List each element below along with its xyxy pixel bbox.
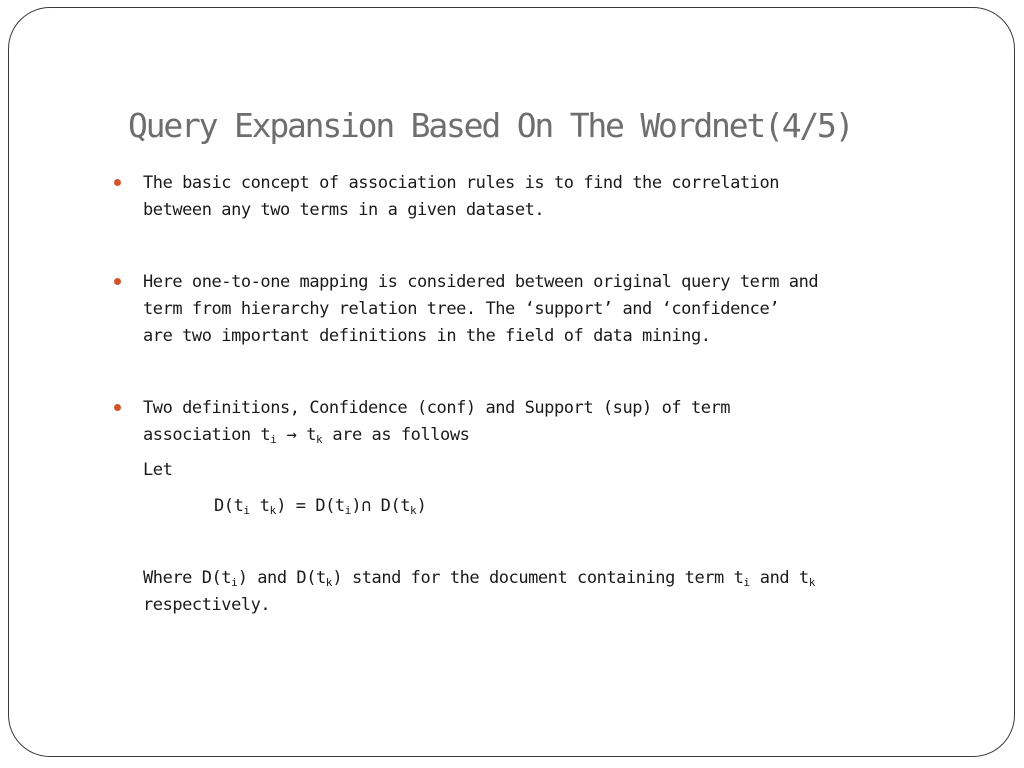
- bullet-line: are two important definitions in the field of data mining.: [143, 326, 711, 346]
- where-line: Where $D(t_i)$ and $D(t_k)$ stand for the document containing term $t_i$ and $t_k$: [143, 568, 816, 589]
- bullet-line-association: association $t_i \to t_k$ are as follows: [143, 425, 470, 446]
- bullet-text: [143, 170, 943, 224]
- where-line-continuation: respectively.: [143, 595, 271, 615]
- bullet-line: Two definitions, Confidence (conf) and Support (sup) of term: [143, 398, 731, 418]
- bullet-line: term from hierarchy relation tree. The ‘support’ and ‘confidence’: [143, 299, 780, 319]
- bullet-dot-icon: [114, 404, 121, 411]
- bullet-line: between any two terms in a given dataset.: [143, 200, 545, 220]
- formula: $D(t_i$ $t_k$) = $D(t_i)\cap$ $D(t_k)$: [214, 496, 427, 517]
- bullet-line: The basic concept of association rules is to find the correlation: [143, 173, 780, 193]
- slide-title: Query Expansion Based On The Wordnet(4/5): [128, 106, 853, 145]
- bullet-text: [143, 395, 943, 449]
- bullet-dot-icon: [114, 179, 121, 186]
- bullet-dot-icon: [114, 278, 121, 285]
- bullet-text: [143, 269, 943, 350]
- let-label: Let: [143, 460, 173, 480]
- bullet-line: Here one-to-one mapping is considered between original query term and: [143, 272, 819, 292]
